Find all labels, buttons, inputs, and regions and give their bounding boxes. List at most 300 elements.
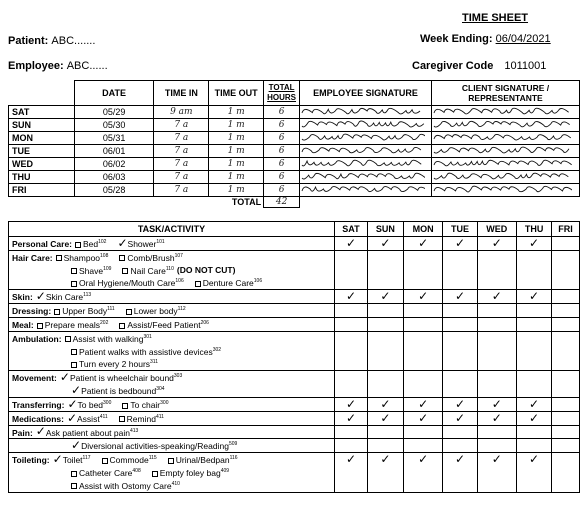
task-item-label: Turn every 2 hours — [79, 359, 151, 370]
day-check-cell[interactable] — [443, 453, 477, 492]
day-check-cell[interactable] — [477, 425, 517, 439]
task-item-label: To bed — [77, 399, 104, 410]
time-out-cell: 1 m — [209, 106, 264, 119]
day-check-cell[interactable] — [477, 290, 517, 304]
handwritten-signature — [300, 119, 425, 129]
day-check-cell[interactable] — [367, 331, 403, 370]
week-ending-field — [420, 33, 551, 45]
day-check-cell[interactable] — [335, 304, 368, 318]
task-group-cell — [9, 425, 335, 439]
day-check-cell[interactable] — [367, 439, 403, 453]
time-out-cell: 1 m — [209, 145, 264, 158]
day-check-cell[interactable] — [517, 304, 552, 318]
timesheet-row — [9, 119, 580, 132]
day-check-cell[interactable] — [552, 453, 580, 492]
checkmark-icon: ✓ — [529, 289, 540, 304]
employee-signature-cell — [300, 171, 432, 184]
checkmark-icon: ✓ — [418, 410, 429, 425]
day-check-cell[interactable] — [403, 371, 443, 398]
checkbox-icon[interactable] — [71, 483, 77, 489]
day-check-cell[interactable] — [517, 237, 552, 251]
day-check-cell[interactable] — [403, 439, 443, 453]
task-code: 410 — [171, 480, 180, 487]
task-group-label: Toileting: — [12, 455, 50, 466]
employee-field — [8, 60, 108, 72]
day-check-cell[interactable] — [403, 317, 443, 331]
day-check-cell[interactable] — [403, 304, 443, 318]
task-day-header: THU — [517, 222, 552, 237]
checkmark-icon[interactable]: ✓ — [67, 396, 78, 411]
checkbox-icon[interactable] — [152, 471, 158, 477]
client-signature-cell — [432, 132, 580, 145]
total-hours-cell: 6 — [264, 119, 300, 132]
day-check-cell[interactable] — [443, 304, 477, 318]
task-code: 107 — [174, 252, 183, 259]
day-check-cell[interactable] — [403, 453, 443, 492]
time-in-cell: 7 a — [154, 171, 209, 184]
checkbox-icon[interactable] — [75, 242, 81, 248]
task-item-label: Nail Care — [130, 265, 166, 276]
day-check-cell[interactable] — [443, 425, 477, 439]
checkbox-icon[interactable] — [71, 471, 77, 477]
task-code: 301 — [143, 333, 152, 340]
day-check-cell[interactable] — [477, 250, 517, 289]
day-check-cell[interactable] — [403, 237, 443, 251]
task-group-cell — [9, 290, 335, 304]
week-ending-label: Week Ending: — [420, 33, 493, 45]
task-group-cell — [9, 317, 335, 331]
total-row — [9, 197, 580, 208]
task-code: 409 — [220, 468, 230, 475]
employee-label: Employee: — [8, 60, 64, 72]
task-group-row — [9, 304, 580, 318]
checkmark-icon: ✓ — [491, 396, 502, 411]
task-code: 311 — [150, 359, 159, 366]
day-check-cell[interactable] — [477, 317, 517, 331]
time-out-cell: 1 m — [209, 184, 264, 197]
day-check-cell[interactable] — [335, 439, 368, 453]
checkbox-icon[interactable] — [119, 323, 125, 329]
task-group-row — [9, 425, 580, 439]
day-check-cell[interactable] — [335, 453, 368, 492]
task-line — [12, 453, 334, 466]
task-activity-header: TASK/ACTIVITY — [9, 222, 335, 237]
checkmark-icon[interactable]: ✓ — [71, 438, 82, 453]
checkbox-icon[interactable] — [195, 281, 201, 287]
day-check-cell[interactable] — [335, 331, 368, 370]
checkmark-icon: ✓ — [529, 236, 540, 250]
sheet-title: TIME SHEET — [462, 12, 529, 24]
task-group-label: Pain: — [12, 427, 33, 438]
signature-stroke — [302, 160, 421, 166]
signature-stroke — [302, 134, 425, 140]
task-group-cell — [9, 237, 335, 251]
date-cell: 06/03 — [74, 171, 154, 184]
checkmark-icon[interactable]: ✓ — [35, 424, 46, 439]
time-out-cell: 1 m — [209, 171, 264, 184]
task-activity-table — [8, 221, 580, 493]
task-code: 413 — [129, 427, 139, 434]
day-check-cell[interactable] — [552, 371, 580, 398]
checkbox-icon[interactable] — [119, 255, 125, 261]
checkbox-icon[interactable] — [71, 349, 77, 355]
task-code: 109 — [103, 265, 112, 272]
time-in-cell: 7 a — [154, 158, 209, 171]
date-cell: 05/29 — [74, 106, 154, 119]
timesheet-row — [9, 145, 580, 158]
task-item-label: Bed — [83, 238, 99, 249]
checkmark-icon: ✓ — [418, 289, 429, 304]
checkbox-icon[interactable] — [102, 458, 108, 464]
day-check-cell[interactable] — [403, 331, 443, 370]
day-check-cell[interactable] — [443, 371, 477, 398]
day-check-cell[interactable] — [443, 250, 477, 289]
checkbox-icon[interactable] — [71, 268, 77, 274]
day-check-cell[interactable] — [403, 290, 443, 304]
task-item-label: Denture Care — [202, 278, 254, 289]
task-group-cell — [9, 371, 335, 398]
day-check-cell[interactable] — [517, 290, 552, 304]
day-check-cell[interactable] — [403, 411, 443, 425]
task-item-label: Oral Hygiene/Mouth Care — [79, 278, 176, 289]
date-cell: 05/31 — [74, 132, 154, 145]
task-code: 116 — [229, 455, 238, 462]
day-cell: SAT — [9, 106, 75, 119]
task-group-label: Skin: — [12, 292, 33, 303]
handwritten-signature — [300, 145, 425, 155]
task-item-label: Ask patient about pain — [45, 427, 130, 438]
day-check-cell[interactable] — [367, 317, 403, 331]
day-check-cell[interactable] — [552, 331, 580, 370]
task-item-label: Assist with Ostomy Care — [79, 480, 172, 491]
day-check-cell[interactable] — [552, 304, 580, 318]
task-group-row — [9, 290, 580, 304]
day-check-cell[interactable] — [517, 317, 552, 331]
day-check-cell[interactable] — [477, 453, 517, 492]
task-line — [12, 251, 334, 264]
task-line — [12, 276, 334, 289]
checkmark-icon: ✓ — [418, 396, 429, 411]
total-hours-cell: 6 — [264, 132, 300, 145]
task-group-cell — [9, 304, 335, 318]
checkmark-icon: ✓ — [380, 396, 391, 411]
day-check-cell[interactable] — [517, 250, 552, 289]
checkbox-icon[interactable] — [126, 309, 132, 315]
task-line — [12, 371, 334, 384]
day-check-cell[interactable] — [335, 250, 368, 289]
client-signature-cell — [432, 184, 580, 197]
task-line — [12, 398, 334, 411]
column-header: TIME IN — [154, 81, 209, 106]
day-check-cell[interactable] — [552, 439, 580, 453]
patient-field — [8, 35, 95, 47]
caregiver-code-value: 1011001 — [504, 60, 547, 72]
day-check-cell[interactable] — [477, 439, 517, 453]
day-check-cell[interactable] — [367, 453, 403, 492]
day-check-cell[interactable] — [403, 250, 443, 289]
day-check-cell[interactable] — [335, 237, 368, 251]
signature-stroke — [302, 173, 425, 179]
handwritten-signature — [432, 119, 572, 129]
day-check-cell[interactable] — [367, 425, 403, 439]
day-check-cell[interactable] — [335, 411, 368, 425]
day-check-cell[interactable] — [443, 397, 477, 411]
day-check-cell[interactable] — [367, 304, 403, 318]
handwritten-signature — [300, 158, 425, 168]
task-item-label: Skin Care — [45, 292, 84, 303]
task-item-label: Catheter Care — [79, 467, 133, 478]
signature-stroke — [302, 187, 425, 192]
task-group-row — [9, 397, 580, 411]
checkmark-icon[interactable]: ✓ — [66, 410, 78, 425]
client-signature-cell — [432, 145, 580, 158]
handwritten-signature — [432, 106, 572, 116]
time-out-cell: 1 m — [209, 119, 264, 132]
task-item-label: Commode — [109, 455, 149, 466]
week-ending-value: 06/04/2021 — [495, 33, 551, 45]
task-note: (DO NOT CUT) — [176, 265, 236, 276]
handwritten-signature — [432, 158, 572, 168]
checkmark-icon: ✓ — [529, 396, 540, 411]
day-check-cell[interactable] — [335, 290, 368, 304]
day-check-cell[interactable] — [552, 411, 580, 425]
total-hours-cell: 6 — [264, 171, 300, 184]
checkmark-icon: ✓ — [380, 452, 391, 467]
day-cell: WED — [9, 158, 75, 171]
employee-signature-cell — [300, 119, 432, 132]
day-check-cell[interactable] — [367, 411, 403, 425]
checkmark-icon: ✓ — [491, 452, 502, 467]
day-check-cell[interactable] — [517, 453, 552, 492]
handwritten-signature — [300, 171, 425, 181]
checkbox-icon[interactable] — [71, 362, 77, 368]
task-code: 300 — [103, 399, 112, 406]
checkbox-icon[interactable] — [71, 281, 77, 287]
checkmark-icon: ✓ — [529, 452, 540, 467]
day-check-cell[interactable] — [552, 290, 580, 304]
day-check-cell[interactable] — [477, 371, 517, 398]
task-group-cell — [9, 397, 335, 411]
day-cell: MON — [9, 132, 75, 145]
caregiver-code-label: Caregiver Code — [412, 60, 494, 72]
total-hours-cell: 6 — [264, 145, 300, 158]
checkmark-icon[interactable]: ✓ — [71, 382, 82, 397]
task-group-label: Personal Care: — [12, 238, 72, 249]
client-signature-cell — [432, 158, 580, 171]
task-group-row — [9, 371, 580, 398]
day-check-cell[interactable] — [517, 371, 552, 398]
task-line — [12, 412, 334, 425]
task-group-row — [9, 331, 580, 370]
time-out-cell: 1 m — [209, 158, 264, 171]
handwritten-signature — [300, 106, 425, 116]
time-in-cell: 7 a — [154, 119, 209, 132]
task-group-cell — [9, 439, 335, 453]
task-item-label: Shampoo — [63, 252, 101, 263]
caregiver-code-field — [412, 60, 546, 72]
checkmark-icon: ✓ — [529, 410, 540, 425]
total-hours-cell: 6 — [264, 184, 300, 197]
task-item-label: Urinal/Bedpan — [175, 455, 230, 466]
checkmark-icon[interactable]: ✓ — [59, 370, 70, 385]
task-code: 411 — [155, 413, 164, 420]
task-item-label: Assist — [77, 413, 100, 424]
day-check-cell[interactable] — [552, 397, 580, 411]
day-check-cell[interactable] — [477, 331, 517, 370]
day-check-cell[interactable] — [443, 331, 477, 370]
checkmark-icon: ✓ — [491, 289, 502, 304]
task-day-header: TUE — [443, 222, 477, 237]
day-check-cell[interactable] — [477, 411, 517, 425]
task-code: 206 — [200, 319, 209, 326]
task-item-label: Patient is wheelchair bound — [69, 373, 174, 384]
day-check-cell[interactable] — [517, 331, 552, 370]
total-value: 42 — [264, 197, 300, 208]
task-group-row — [9, 411, 580, 425]
task-code: 106 — [175, 278, 184, 285]
day-check-cell[interactable] — [552, 425, 580, 439]
day-check-cell[interactable] — [443, 411, 477, 425]
day-check-cell[interactable] — [367, 371, 403, 398]
day-check-cell[interactable] — [443, 439, 477, 453]
task-group-row — [9, 453, 580, 492]
task-item-label: Assist/Feed Patient — [127, 319, 201, 330]
task-group-cell — [9, 250, 335, 289]
checkmark-icon[interactable]: ✓ — [52, 452, 63, 467]
time-in-cell: 9 am — [154, 106, 209, 119]
task-day-header: MON — [403, 222, 443, 237]
task-item-label: Empty foley bag — [159, 467, 221, 478]
column-header: EMPLOYEE SIGNATURE — [300, 81, 432, 106]
task-line — [12, 264, 334, 277]
task-group-cell — [9, 331, 335, 370]
checkbox-icon[interactable] — [119, 416, 125, 422]
day-check-cell[interactable] — [552, 250, 580, 289]
task-item-label: Patient walks with assistive devices — [79, 346, 213, 357]
date-cell: 05/28 — [74, 184, 154, 197]
signature-stroke — [434, 186, 572, 192]
checkbox-icon[interactable] — [37, 323, 43, 329]
column-header: CLIENT SIGNATURE / REPRESENTANTE — [432, 81, 580, 106]
task-code: 111 — [107, 306, 115, 313]
signature-stroke — [434, 160, 572, 166]
task-group-row — [9, 317, 580, 331]
day-check-cell[interactable] — [552, 317, 580, 331]
day-check-cell[interactable] — [335, 317, 368, 331]
checkmark-icon: ✓ — [380, 410, 391, 425]
day-cell: THU — [9, 171, 75, 184]
task-code: 304 — [156, 386, 165, 393]
day-check-cell[interactable] — [367, 250, 403, 289]
checkbox-icon[interactable] — [122, 268, 128, 274]
day-check-cell[interactable] — [477, 304, 517, 318]
task-day-header: FRI — [552, 222, 580, 237]
task-group-label: Medications: — [12, 413, 64, 424]
timesheet-header-row — [9, 81, 580, 106]
task-group-label: Transferring: — [12, 399, 65, 410]
timesheet-row — [9, 106, 580, 119]
day-check-cell[interactable] — [335, 425, 368, 439]
task-code: 411 — [99, 413, 108, 420]
task-group-row — [9, 439, 580, 453]
employee-signature-cell — [300, 184, 432, 197]
checkmark-icon[interactable]: ✓ — [117, 235, 128, 250]
task-code: 202 — [100, 319, 109, 326]
task-group-label: Meal: — [12, 319, 34, 330]
day-check-cell[interactable] — [552, 237, 580, 251]
checkmark-icon: ✓ — [345, 452, 356, 467]
day-check-cell[interactable] — [443, 237, 477, 251]
task-code: 112 — [177, 306, 186, 313]
signature-stroke — [434, 173, 568, 179]
day-column-header — [9, 81, 75, 106]
day-check-cell[interactable] — [517, 397, 552, 411]
timesheet-row — [9, 158, 580, 171]
signature-stroke — [434, 108, 569, 114]
task-day-header: SUN — [367, 222, 403, 237]
day-check-cell[interactable] — [443, 317, 477, 331]
task-code: 509 — [228, 441, 238, 448]
day-check-cell[interactable] — [367, 290, 403, 304]
day-check-cell[interactable] — [477, 237, 517, 251]
client-signature-cell — [432, 119, 580, 132]
checkmark-icon[interactable]: ✓ — [35, 289, 46, 304]
day-check-cell[interactable] — [403, 397, 443, 411]
timesheet-table — [8, 80, 580, 208]
timesheet-row — [9, 132, 580, 145]
task-item-label: Toilet — [62, 455, 83, 466]
day-check-cell[interactable] — [367, 237, 403, 251]
checkmark-icon: ✓ — [454, 396, 466, 411]
signature-stroke — [302, 147, 421, 152]
day-check-cell[interactable] — [443, 290, 477, 304]
handwritten-signature — [432, 132, 572, 142]
checkbox-icon[interactable] — [122, 403, 128, 409]
checkbox-icon[interactable] — [65, 336, 71, 342]
task-line — [12, 237, 334, 250]
checkmark-icon: ✓ — [345, 236, 356, 250]
checkbox-icon[interactable] — [168, 458, 174, 464]
day-check-cell[interactable] — [403, 425, 443, 439]
checkbox-icon[interactable] — [56, 255, 62, 261]
day-cell: SUN — [9, 119, 75, 132]
day-check-cell[interactable] — [335, 371, 368, 398]
task-group-label: Dressing: — [12, 305, 52, 316]
day-cell: FRI — [9, 184, 75, 197]
day-check-cell[interactable] — [335, 397, 368, 411]
employee-signature-cell — [300, 132, 432, 145]
day-check-cell[interactable] — [517, 425, 552, 439]
day-check-cell[interactable] — [477, 397, 517, 411]
checkmark-icon: ✓ — [418, 452, 429, 467]
checkbox-icon[interactable] — [54, 309, 60, 315]
checkmark-icon: ✓ — [345, 396, 356, 411]
day-cell: TUE — [9, 145, 75, 158]
day-check-cell[interactable] — [517, 411, 552, 425]
total-hours-cell: 6 — [264, 106, 300, 119]
task-code: 106 — [253, 278, 263, 285]
day-check-cell[interactable] — [517, 439, 552, 453]
time-in-cell: 7 a — [154, 145, 209, 158]
checkmark-icon: ✓ — [380, 289, 391, 304]
employee-signature-cell — [300, 145, 432, 158]
day-check-cell[interactable] — [367, 397, 403, 411]
task-code: 108 — [100, 252, 109, 259]
task-group-label: Ambulation: — [12, 333, 62, 344]
task-group-label: Movement: — [12, 373, 57, 384]
task-group-cell — [9, 453, 335, 492]
task-code: 115 — [148, 455, 157, 462]
